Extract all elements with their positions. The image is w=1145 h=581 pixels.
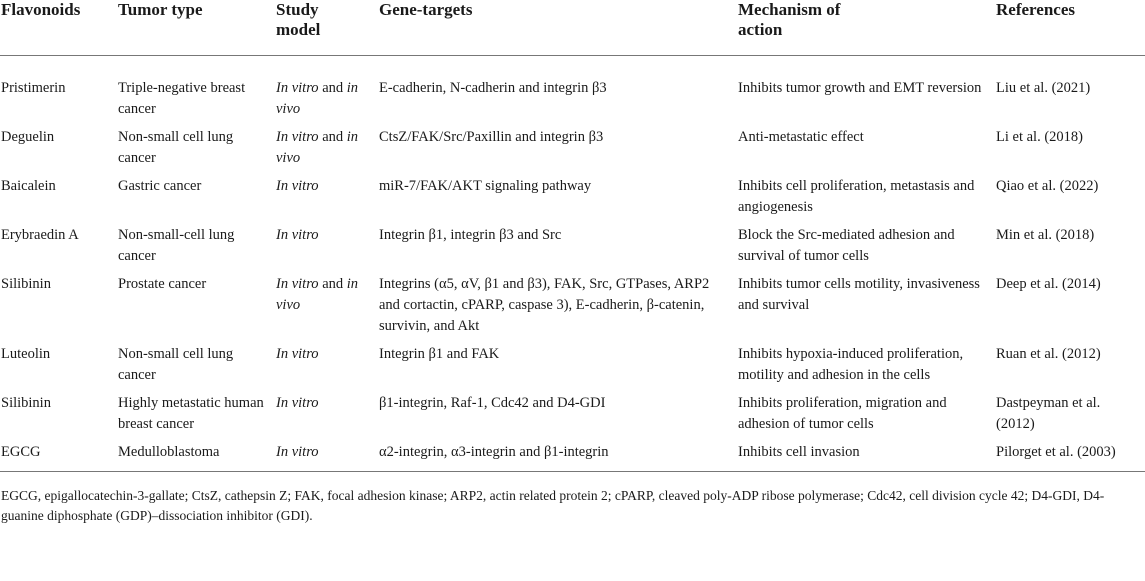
cell-mechanism: Anti-metastatic effect [738,129,864,145]
cell-flavonoid: Pristimerin [1,80,66,96]
cell-tumor-type: Medulloblastoma [118,444,220,460]
header-study-model: Study model [276,0,321,39]
cell-study-model [276,218,379,267]
study-model-part: in vivo [276,276,359,313]
study-model-part: In vitro [276,178,319,194]
study-model-part: and [318,276,347,292]
cell-reference: Liu et al. (2021) [996,80,1091,96]
header-gene-targets: Gene-targets [379,0,473,19]
header-references: References [996,0,1075,19]
cell-reference: Pilorget et al. (2003) [996,444,1116,460]
cell-reference: Min et al. (2018) [996,227,1095,243]
cell-study-model [276,56,379,121]
cell-flavonoid: EGCG [1,444,41,460]
table-row [0,435,1145,472]
cell-gene-targets: Integrins (α5, αV, β1 and β3), FAK, Src, GTPases, ARP2 and cortactin, cPARP, caspase 3), E-cadherin, β-catenin, survivin, and Akt [379,276,710,334]
study-model-part: In vitro [276,276,319,292]
cell-tumor-type: Non-small cell lung cancer [118,129,234,166]
header-flavonoids: Flavonoids [1,0,81,19]
table-row [0,169,1145,218]
cell-reference: Li et al. (2018) [996,129,1083,145]
table-row [0,56,1145,121]
study-model-part: In vitro [276,395,319,411]
table-header-row [0,0,1145,56]
header-mechanism: Mechanism of action [738,0,841,39]
study-model-part: In vitro [276,227,319,243]
cell-mechanism: Inhibits tumor growth and EMT reversion [738,80,982,96]
cell-study-model [276,267,379,337]
cell-mechanism: Inhibits hypoxia-induced proliferation, motility and adhesion in the cells [738,346,964,383]
cell-tumor-type: Triple-negative breast cancer [118,80,246,117]
table-row [0,120,1145,169]
header-tumor-type: Tumor type [118,0,203,19]
table-row [0,337,1145,386]
cell-gene-targets: miR-7/FAK/AKT signaling pathway [379,178,592,194]
cell-flavonoid: Luteolin [1,346,51,362]
cell-mechanism: Block the Src-mediated adhesion and survival of tumor cells [738,227,955,264]
cell-mechanism: Inhibits tumor cells motility, invasiveness and survival [738,276,980,313]
cell-reference: Dastpeyman et al. (2012) [996,395,1101,432]
cell-gene-targets: Integrin β1 and FAK [379,346,500,362]
cell-study-model [276,337,379,386]
cell-study-model [276,120,379,169]
cell-tumor-type: Non-small-cell lung cancer [118,227,235,264]
study-model-part: in vivo [276,129,359,166]
cell-study-model [276,386,379,435]
cell-gene-targets: E-cadherin, N-cadherin and integrin β3 [379,80,607,96]
study-model-part: In vitro [276,444,319,460]
study-model-part: In vitro [276,346,319,362]
cell-flavonoid: Erybraedin A [1,227,79,243]
cell-flavonoid: Deguelin [1,129,55,145]
cell-study-model [276,435,379,472]
cell-flavonoid: Baicalein [1,178,56,194]
table-row [0,386,1145,435]
cell-tumor-type: Non-small cell lung cancer [118,346,234,383]
cell-gene-targets: β1-integrin, Raf-1, Cdc42 and D4-GDI [379,395,606,411]
table-row [0,267,1145,337]
cell-flavonoid: Silibinin [1,276,51,292]
study-model-part: and [318,129,347,145]
table-footnote: EGCG, epigallocatechin-3-gallate; CtsZ, cathepsin Z; FAK, focal adhesion kinase; ARP2, actin related protein 2; cPARP, cleaved poly-ADP ribose polymerase; Cdc42, cell division cycle 42; D4-GDI, D4-guanine diphosphate (GDP)–dissociation inhibitor (GDI). [1,488,1105,523]
cell-mechanism: Inhibits cell invasion [738,444,860,460]
cell-reference: Qiao et al. (2022) [996,178,1099,194]
cell-tumor-type: Highly metastatic human breast cancer [118,395,264,432]
table-row [0,218,1145,267]
cell-mechanism: Inhibits proliferation, migration and adhesion of tumor cells [738,395,947,432]
cell-gene-targets: CtsZ/FAK/Src/Paxillin and integrin β3 [379,129,604,145]
cell-tumor-type: Prostate cancer [118,276,207,292]
cell-gene-targets: Integrin β1, integrin β3 and Src [379,227,562,243]
cell-tumor-type: Gastric cancer [118,178,202,194]
cell-reference: Ruan et al. (2012) [996,346,1101,362]
study-model-part: In vitro [276,129,319,145]
study-model-part: and [318,80,347,96]
study-model-part: in vivo [276,80,359,117]
cell-flavonoid: Silibinin [1,395,51,411]
cell-gene-targets: α2-integrin, α3-integrin and β1-integrin [379,444,609,460]
cell-study-model [276,169,379,218]
cell-reference: Deep et al. (2014) [996,276,1101,292]
cell-mechanism: Inhibits cell proliferation, metastasis and angiogenesis [738,178,975,215]
study-model-part: In vitro [276,80,319,96]
